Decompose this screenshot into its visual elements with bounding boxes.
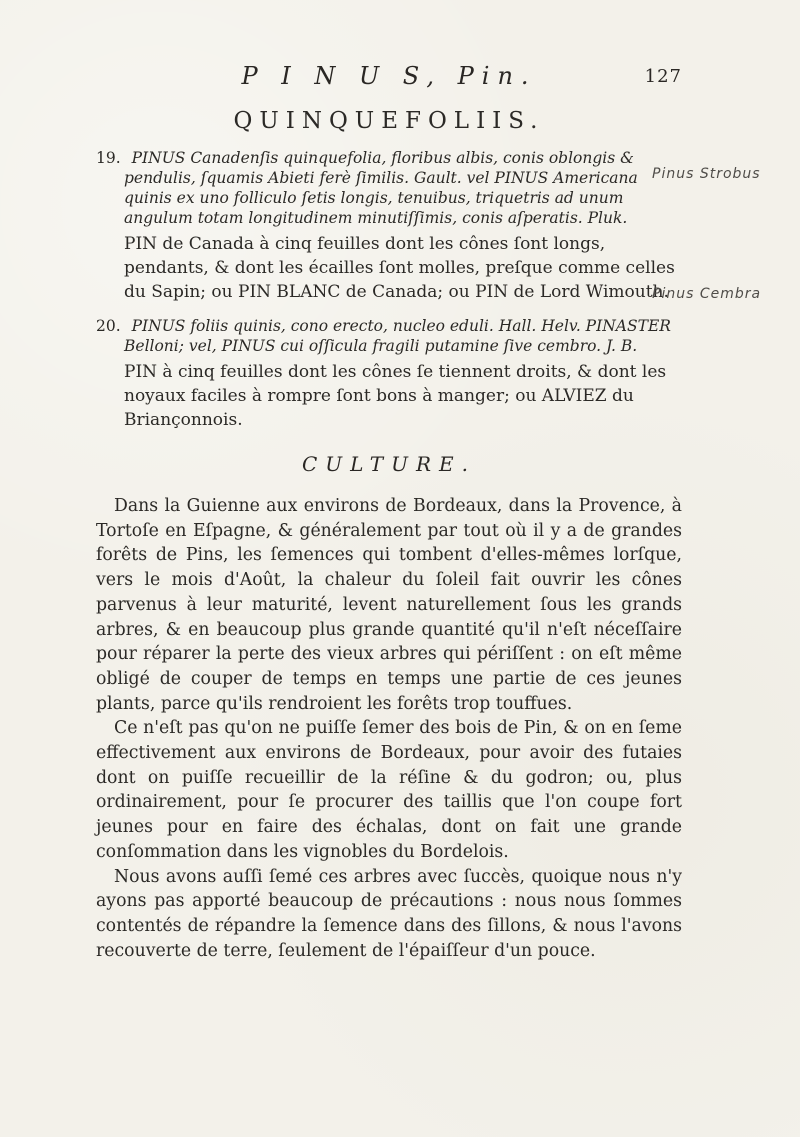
entry-heading — [96, 148, 682, 228]
running-title: P I N U S, Pin. — [241, 62, 537, 90]
entry-latin-text: PINUS foliis quinis, cono erecto, nucleo eduli. Hall. Helv. PINASTER Belloni; vel, PINUS cui oſſicula fragili putamine ſive cembro. J. B. — [124, 317, 671, 355]
entry-latin-text: PINUS Canadenſis quinquefolia, floribus albis, conis oblongis & pendulis, ſquamis Abieti ferè ſimilis. Gault. vel PINUS Americana quinis ex uno folliculo ſetis longis, tenuibus, triquetris ad unum angulum totam longitudinem minutiſſimis, conis aſperatis. Pluk. — [124, 149, 638, 227]
entry-number: 20. — [96, 317, 121, 335]
section-title: QUINQUEFOLIIS. — [233, 108, 545, 134]
paragraph-1: Dans la Guienne aux environs de Bordeaux, dans la Provence, à Tortoſe en Eſpagne, & généralement par tout où il y a de grandes forêts de Pins, les ſemences qui tombent d'elles-mêmes lorſque, vers le mois d'Août, la chaleur du ſoleil fait ouvrir les cônes parvenus à leur maturité, levent naturellement ſous les grands arbres, & en beaucoup plus grande quantité qu'il n'eſt néceſſaire pour réparer la perte des vieux arbres qui périſſent : on eſt même obligé de couper de temps en temps une partie de ces jeunes plants, parce qu'ils rendroient les forêts trop touffues. — [96, 496, 682, 714]
entry-description: PIN à cinq feuilles dont les cônes ſe tiennent droits, & dont les noyaux faciles à rompre ſont bons à manger; ou ALVIEZ du Briançonnois. — [124, 362, 667, 430]
paragraph-2: Ce n'eſt pas qu'on ne puiſſe ſemer des bois de Pin, & on en ſeme effectivement aux environs de Bordeaux, pour avoir des futaies dont on puiſſe recueillir de la réſine & du godron; ou, plus ordinairement, pour ſe procurer des taillis que l'on coupe fort jeunes pour en faire des échalas, dont on fait une grande conſommation dans les vignobles du Bordelois. — [96, 718, 682, 862]
paragraph-3: Nous avons auſſi ſemé ces arbres avec ſuccès, quoique nous n'y ayons pas apporté beaucoup de précautions : nous nous ſommes contentés de répandre la ſemence dans des ſillons, & nous l'avons recouverte de terre, ſeulement de l'épaiſſeur d'un pouce. — [96, 866, 682, 961]
entry-heading — [96, 316, 682, 356]
culture-heading: CULTURE. — [301, 452, 477, 476]
entry-number: 19. — [96, 149, 121, 167]
culture-text — [96, 494, 682, 963]
page-header — [96, 62, 682, 104]
margin-note-strobus: Pinus Strobus — [652, 166, 761, 182]
entry-20 — [96, 316, 682, 432]
entry-description: PIN de Canada à cinq feuilles dont les cônes ſont longs, pendants, & dont les écailles ſont molles, preſque comme celles du Sapin; ou PIN BLANC de Canada; ou PIN de Lord Wimouth. — [124, 234, 675, 302]
page-number: 127 — [644, 66, 682, 87]
margin-note-cembra: Pinus Cembra — [652, 286, 762, 302]
entry-19 — [96, 148, 682, 304]
